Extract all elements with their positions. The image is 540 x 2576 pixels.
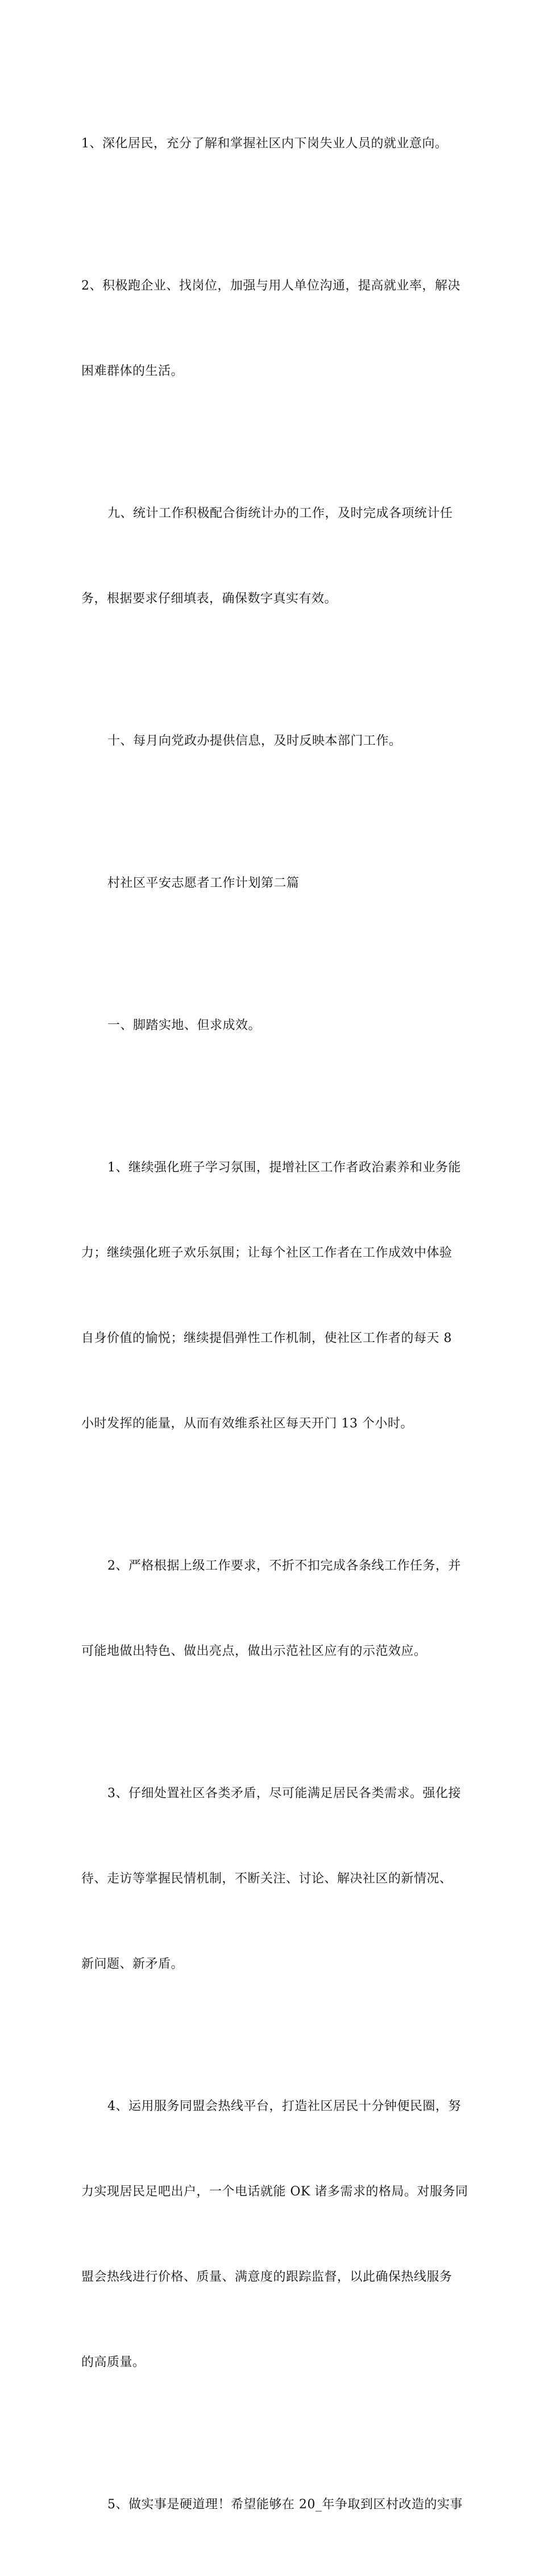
document-body	[81, 73, 473, 2576]
paragraph-3	[81, 443, 473, 670]
text-line: 十、每月向党政办提供信息，及时反映本部门工作。	[107, 734, 402, 748]
paragraph-2	[81, 215, 473, 443]
text-line: 一、脚踏实地、但求成效。	[107, 1018, 261, 1033]
paragraph-6	[81, 955, 473, 1097]
text-line: 九、统计工作积极配合街统计办的工作，及时完成各项统计任	[107, 506, 453, 521]
section-title	[81, 812, 473, 955]
text-line: 自身价值的愉悦；继续提倡弹性工作机制，使社区工作者的每天 8	[81, 1331, 452, 1345]
text-line: 4、运用服务同盟会热线平台，打造社区居民十分钟便民圈，努	[107, 2099, 461, 2113]
text-line: 待、走访等掌握民情机制，不断关注、讨论、解决社区的新情况、	[81, 1872, 452, 1886]
text-line: 1、深化居民，充分了解和掌握社区内下岗失业人员的就业意向。	[81, 137, 448, 151]
text-line: 2、严格根据上级工作要求，不折不扣完成各条线工作任务，并	[107, 1559, 461, 1573]
paragraph-11	[81, 2434, 473, 2576]
text-line: 力实现居民足吧出户，一个电话就能 OK 诸多需求的格局。对服务同	[81, 2185, 468, 2199]
text-line: 3、仔细处置社区各类矛盾，尽可能满足居民各类需求。强化接	[107, 1786, 461, 1801]
paragraph-9	[81, 1723, 473, 2036]
text-line: 1、继续强化班子学习氛围，提增社区工作者政治素养和业务能	[107, 1161, 461, 1175]
text-line: 力；继续强化班子欢乐氛围；让每个社区工作者在工作成效中体验	[81, 1246, 452, 1260]
text-line: 5、做实事是硬道理！希望能够在 20_年争取到区村改造的实事	[107, 2497, 463, 2512]
text-line: 新问题、新矛盾。	[81, 1957, 184, 1971]
paragraph-7	[81, 1097, 473, 1495]
text-line: 的高质量。	[81, 2355, 146, 2369]
paragraph-8	[81, 1495, 473, 1723]
text-line: 可能地做出特色、做出亮点，做出示范社区应有的示范效应。	[81, 1644, 427, 1658]
text-line: 2、积极跑企业、找岗位，加强与用人单位沟通，提高就业率，解决	[81, 279, 460, 293]
paragraph-4	[81, 670, 473, 812]
paragraph-1	[81, 73, 473, 215]
text-line: 务，根据要求仔细填表，确保数字真实有效。	[81, 592, 338, 606]
text-line: 小时发挥的能量，从而有效维系社区每天开门 13 个小时。	[81, 1417, 413, 1431]
text-line: 盟会热线进行价格、质量、满意度的跟踪监督，以此确保热线服务	[81, 2270, 452, 2284]
paragraph-10	[81, 2036, 473, 2434]
text-line: 困难群体的生活。	[81, 364, 184, 378]
text-line: 村社区平安志愿者工作计划第二篇	[107, 876, 300, 890]
